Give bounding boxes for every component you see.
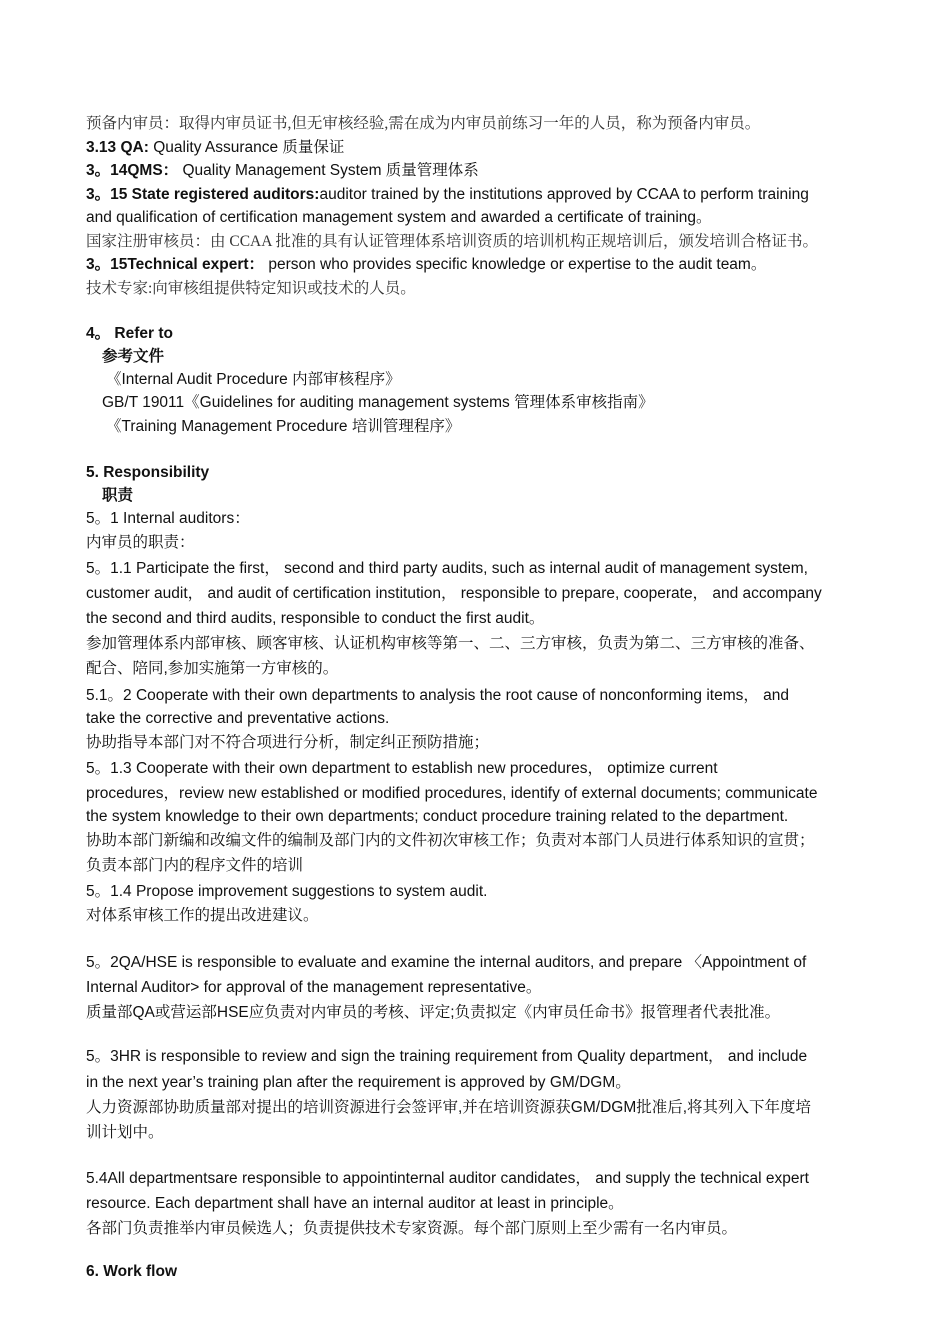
workflow-heading: 6. Work flow xyxy=(86,1263,178,1280)
responsibility-heading: 5. Responsibility xyxy=(86,464,210,481)
section-5-1-3-cont: procedures，review new established or modified procedures, identify of external documents; communicate xyxy=(86,785,818,802)
section-5-2-cn: 质量部QA或营运部HSE应负责对内审员的考核、评定;负责拟定《内审员任命书》报管理者代表批准。 xyxy=(86,1004,781,1021)
section-5-4: 5.4All departmentsare responsible to appointinternal auditor candidates， and supply the technical expert xyxy=(86,1170,809,1187)
qms-term: 3。14QMS： xyxy=(86,162,179,179)
section-5-1-1-cont: the second and third audits, responsible to conduct the first audit。 xyxy=(86,610,545,627)
qms-text: Quality Management System 质量管理体系 xyxy=(178,162,479,179)
state-auditor-cn: 国家注册审核员：由 CCAA 批准的具有认证管理体系培训资质的培训机构正规培训后，颁发培训合格证书。 xyxy=(86,233,818,250)
qms-definition xyxy=(86,161,479,181)
tech-expert-cn: 技术专家:向审核组提供特定知识或技术的人员。 xyxy=(86,280,416,297)
section-5-4-cn: 各部门负责推举内审员候选人；负责提供技术专家资源。每个部门原则上至少需有一名内审员。 xyxy=(86,1220,738,1237)
tech-expert-text: person who provides specific knowledge or expertise to the audit team。 xyxy=(264,256,767,273)
section-5-2: 5。2QA/HSE is responsible to evaluate and examine the internal auditors, and prepare 〈Appointment of xyxy=(86,954,807,971)
section-5-1-2: 5.1。2 Cooperate with their own departments to analysis the root cause of nonconforming items， and xyxy=(86,687,790,704)
section-5-1-4: 5。1.4 Propose improvement suggestions to system audit. xyxy=(86,883,488,900)
section-5-4-cont: resource. Each department shall have an internal auditor at least in principle。 xyxy=(86,1195,624,1212)
section-5-1-3-cont: the system knowledge to their own departments; conduct procedure training related to the department. xyxy=(86,808,789,825)
tech-expert-term: 3。15Technical expert： xyxy=(86,256,265,273)
section-5-1-3-cn: 协助本部门新编和改编文件的编制及部门内的文件初次审核工作；负责对本部门人员进行体系知识的宣贯； xyxy=(86,832,815,849)
state-auditor-text-cont: and qualification of certification management system and awarded a certificate of training。 xyxy=(86,209,712,226)
state-auditor-definition xyxy=(86,185,809,205)
section-5-3-cont: in the next year’s training plan after the requirement is approved by GM/DGM。 xyxy=(86,1074,631,1091)
section-5-1-3-cn-cont: 负责本部门内的程序文件的培训 xyxy=(86,857,304,874)
refer-item: 《Training Management Procedure 培训管理程序》 xyxy=(106,418,461,435)
pre-auditor-definition: 预备内审员：取得内审员证书,但无审核经验,需在成为内审员前练习一年的人员，称为预备内审员。 xyxy=(86,115,761,132)
tech-expert-definition xyxy=(86,255,766,275)
qa-term: 3.13 QA: xyxy=(86,139,149,156)
refer-item: GB/T 19011《Guidelines for auditing management systems 管理体系审核指南》 xyxy=(102,394,654,411)
section-5-1-1-cont: customer audit， and audit of certification institution， responsible to prepare, cooperate， and accompany xyxy=(86,585,822,602)
section-5-1-1: 5。1.1 Participate the first， second and third party audits, such as internal audit of management system, xyxy=(86,560,808,577)
responsibility-heading-cn: 职责 xyxy=(102,487,134,504)
refer-heading-cn: 参考文件 xyxy=(102,348,165,365)
section-5-1-3: 5。1.3 Cooperate with their own department to establish new procedures， optimize current xyxy=(86,760,718,777)
section-5-1-1-cn-cont: 配合、陪同,参加实施第一方审核的。 xyxy=(86,660,339,677)
section-5-1-2-cn: 协助指导本部门对不符合项进行分析，制定纠正预防措施； xyxy=(86,734,490,751)
refer-item: 《Internal Audit Procedure 内部审核程序》 xyxy=(106,371,401,388)
qa-text: Quality Assurance 质量保证 xyxy=(148,139,345,156)
section-5-3-cn-cont: 训计划中。 xyxy=(86,1124,164,1141)
state-auditor-term: 3。15 State registered auditors: xyxy=(86,186,320,203)
section-5-1-4-cn: 对体系审核工作的提出改进建议。 xyxy=(86,907,319,924)
section-5-1-1-cn: 参加管理体系内部审核、顾客审核、认证机构审核等第一、二、三方审核，负责为第二、三方审核的准备、 xyxy=(86,635,815,652)
section-5-3: 5。3HR is responsible to review and sign the training requirement from Quality department， and include xyxy=(86,1048,808,1065)
qa-definition xyxy=(86,138,344,158)
section-5-3-cn: 人力资源部协助质量部对提出的培训资源进行会签评审,并在培训资源获GM/DGM批准后,将其列入下年度培 xyxy=(86,1099,812,1116)
state-auditor-text: auditor trained by the institutions approved by CCAA to perform training xyxy=(319,186,809,203)
section-5-1-cn: 内审员的职责： xyxy=(86,534,195,551)
section-5-2-cont: Internal Auditor> for approval of the management representative。 xyxy=(86,979,542,996)
refer-heading: 4。 Refer to xyxy=(86,325,173,342)
section-5-1-2-cont: take the corrective and preventative actions. xyxy=(86,710,390,727)
section-5-1: 5。1 Internal auditors： xyxy=(86,510,250,527)
